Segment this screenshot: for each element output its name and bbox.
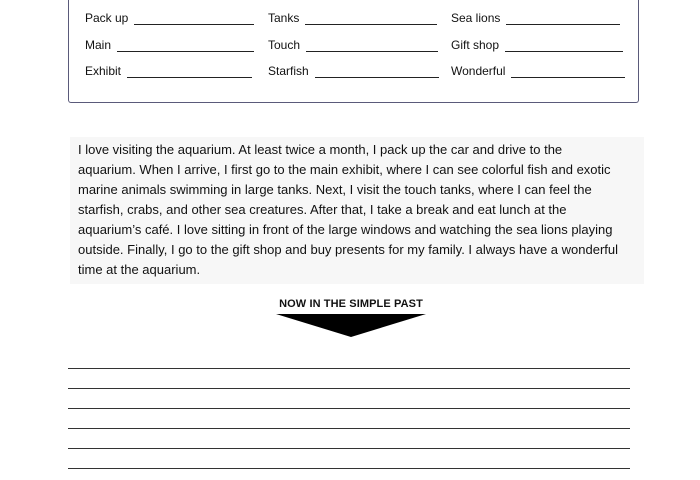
- vocab-word: Gift shop: [451, 38, 500, 52]
- vocab-blank[interactable]: [127, 66, 252, 78]
- vocab-item-sea-lions: [451, 11, 620, 25]
- answer-line[interactable]: [68, 428, 630, 429]
- vocab-blank[interactable]: [305, 13, 437, 25]
- down-arrow-icon: [276, 314, 426, 338]
- answer-line[interactable]: [68, 448, 630, 449]
- vocab-word: Wonderful: [451, 64, 506, 78]
- vocab-word: Tanks: [268, 11, 300, 25]
- passage-line: outside. Finally, I go to the gift shop and buy presents for my family. I always have a wonderful: [78, 242, 619, 257]
- instruction-heading: NOW IN THE SIMPLE PAST: [279, 298, 423, 310]
- answer-line[interactable]: [68, 368, 630, 369]
- answer-line[interactable]: [68, 388, 630, 389]
- vocab-word: Starfish: [268, 64, 309, 78]
- vocab-word: Pack up: [85, 11, 129, 25]
- passage-line: aquarium. When I arrive, I first go to the main exhibit, where I can see colorful fish and exotic: [78, 162, 611, 177]
- vocab-word: Sea lions: [451, 11, 501, 25]
- passage-line: I love visiting the aquarium. At least twice a month, I pack up the car and drive to the: [78, 142, 563, 157]
- passage-line: time at the aquarium.: [78, 262, 201, 277]
- vocab-item-exhibit: [85, 64, 252, 78]
- passage-line: marine animals swimming in large tanks. Next, I visit the touch tanks, where I can feel the: [78, 182, 592, 197]
- vocab-item-touch: [268, 38, 438, 52]
- vocab-blank[interactable]: [505, 40, 623, 52]
- reading-passage: [70, 137, 644, 284]
- vocab-item-wonderful: [451, 64, 625, 78]
- vocab-word: Main: [85, 38, 112, 52]
- answer-line[interactable]: [68, 468, 630, 469]
- vocab-item-starfish: [268, 64, 439, 78]
- vocab-blank[interactable]: [306, 40, 438, 52]
- vocab-blank[interactable]: [506, 13, 620, 25]
- passage-line: aquarium’s café. I love sitting in front of the large windows and watching the sea lions playing: [78, 222, 613, 237]
- vocabulary-box: [68, 0, 639, 103]
- answer-line[interactable]: [68, 408, 630, 409]
- passage-line: starfish, crabs, and other sea creatures. After that, I take a break and eat lunch at the: [78, 202, 567, 217]
- vocab-word: Touch: [268, 38, 301, 52]
- vocab-blank[interactable]: [315, 66, 439, 78]
- vocab-blank[interactable]: [511, 66, 625, 78]
- vocab-word: Exhibit: [85, 64, 122, 78]
- vocab-item-pack-up: [85, 11, 254, 25]
- vocab-blank[interactable]: [117, 40, 254, 52]
- vocab-item-main: [85, 38, 254, 52]
- vocab-item-gift-shop: [451, 38, 623, 52]
- vocab-item-tanks: [268, 11, 437, 25]
- vocab-blank[interactable]: [134, 13, 254, 25]
